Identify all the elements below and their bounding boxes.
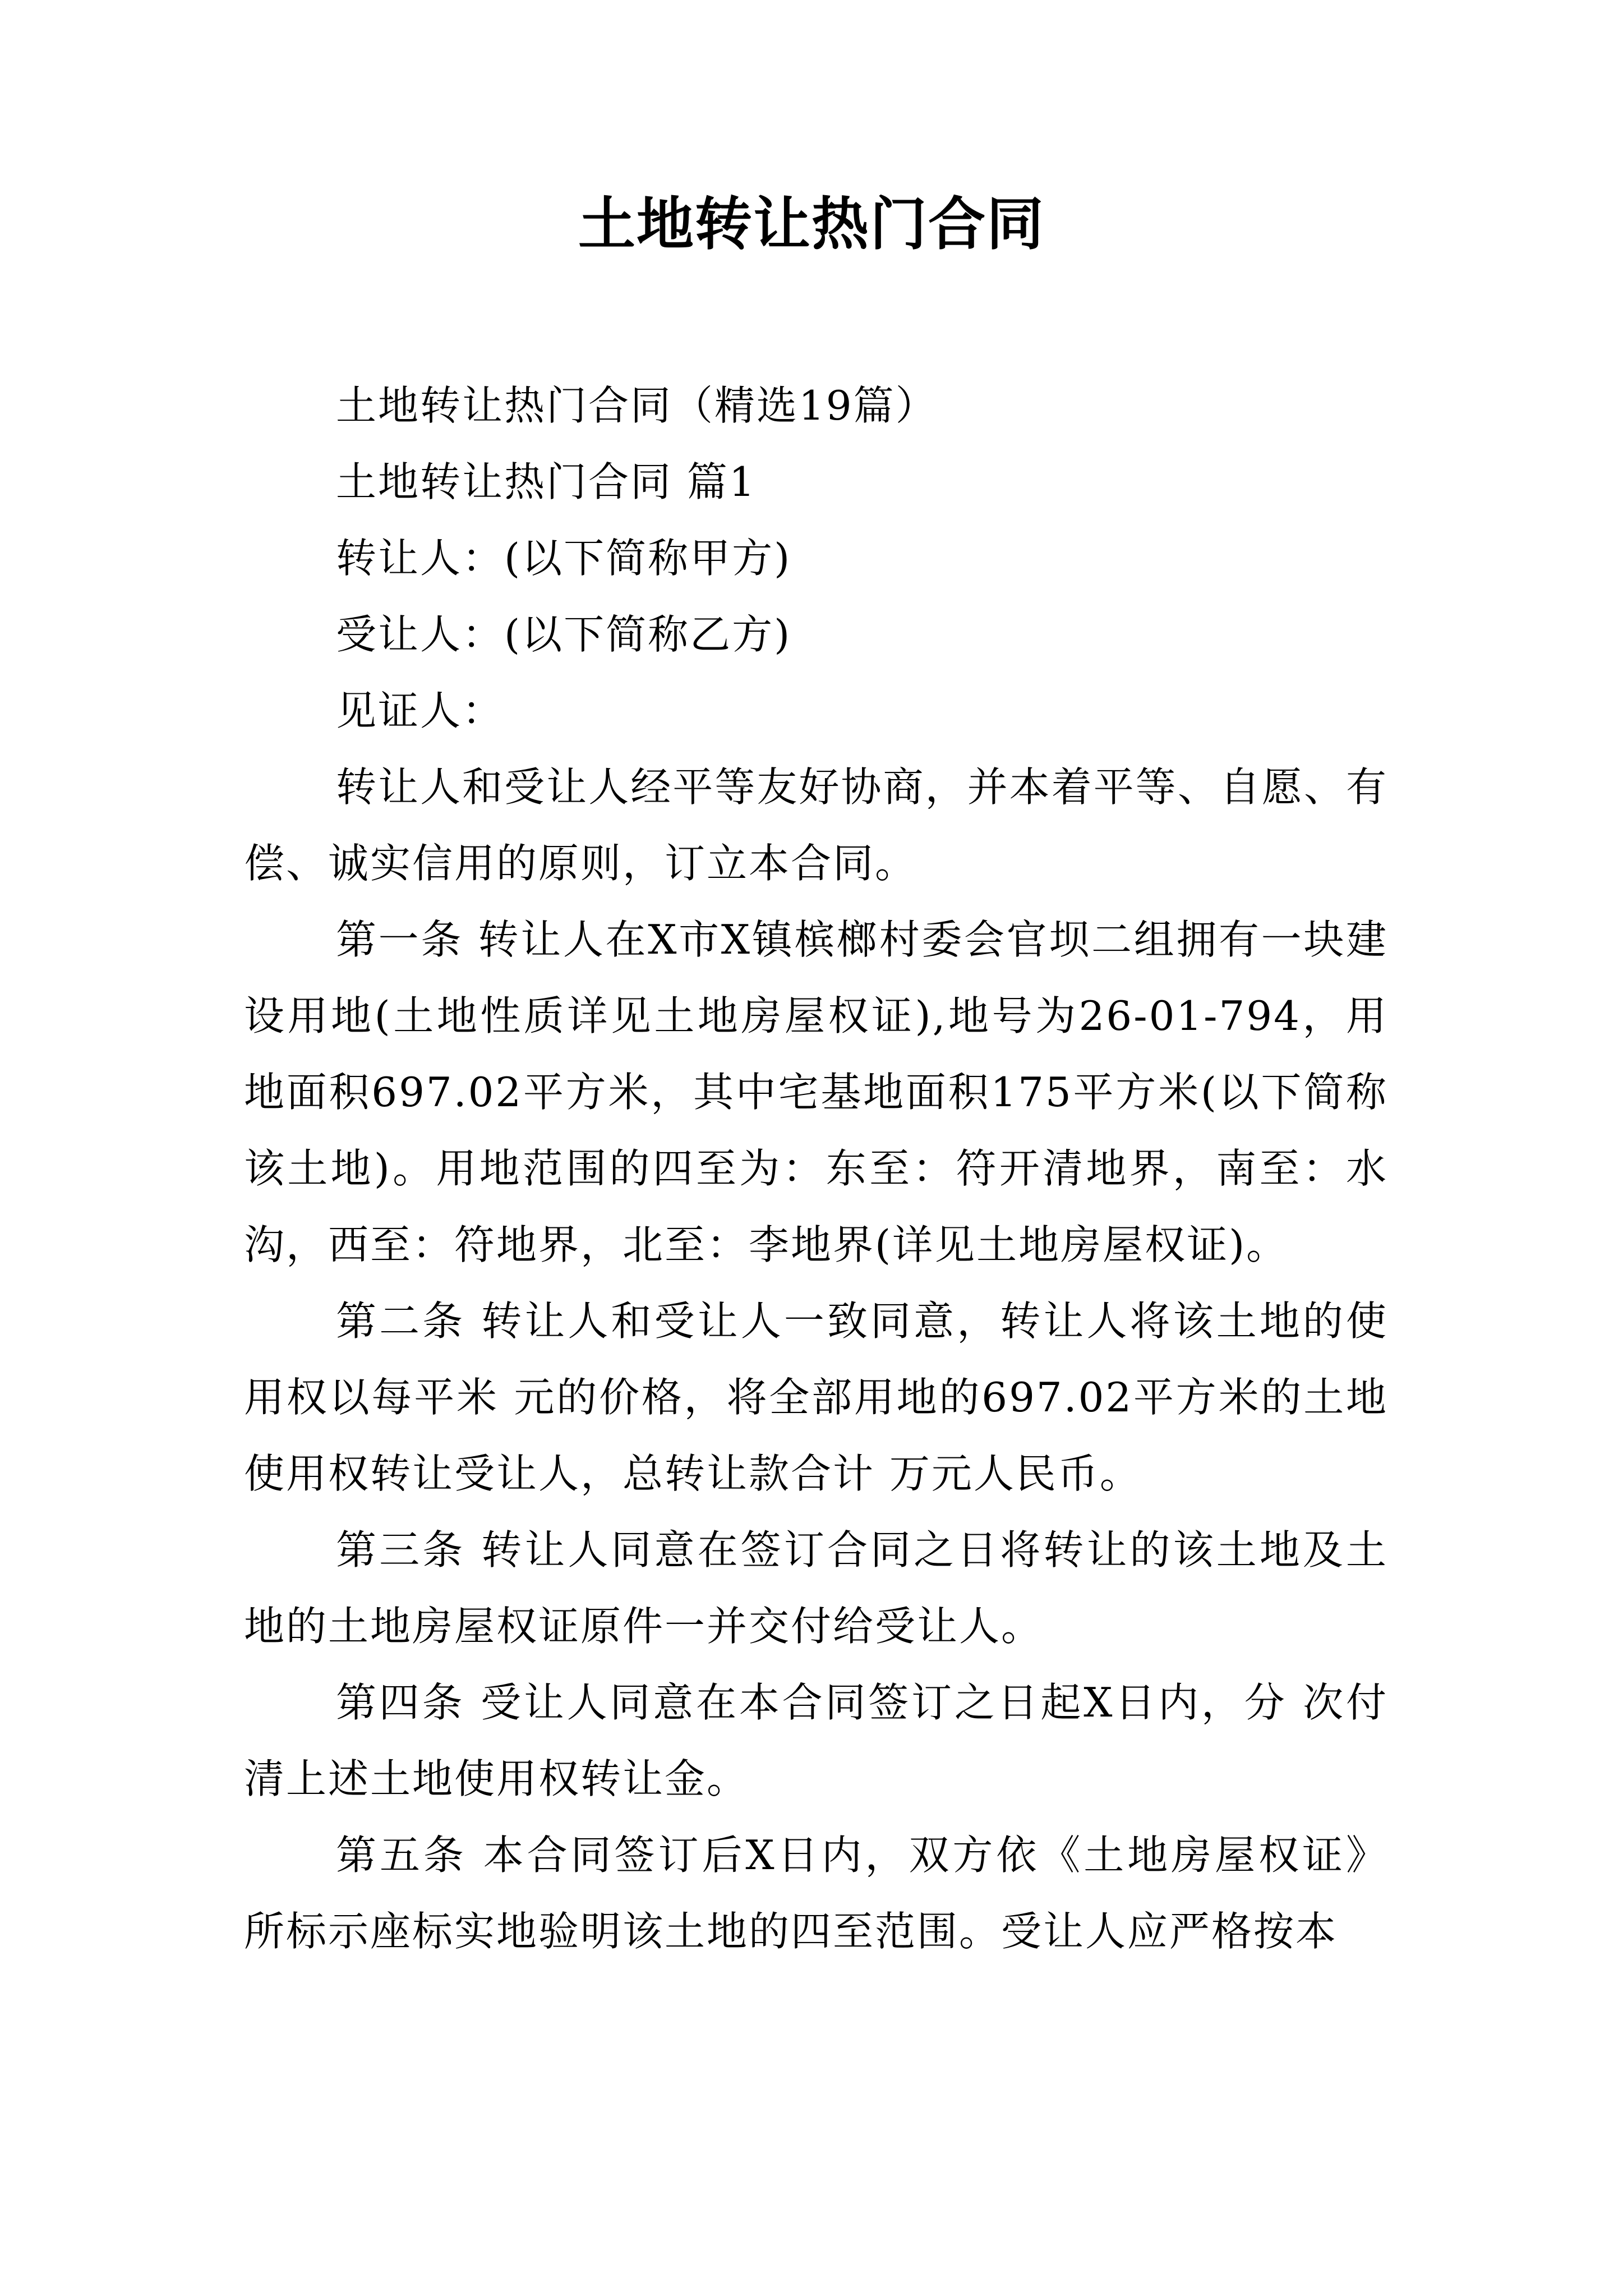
paragraph-article-1: 第一条 转让人在X市X镇槟榔村委会官坝二组拥有一块建设用地(土地性质详见土地房屋权证),地号为26-01-794，用地面积697.02平方米，其中宅基地面积175平方米(以下简称该土地)。用地范围的四至为：东至：符开清地界，南至：水沟，西至：符地界，北至：李地界(详见土地房屋权证)。 xyxy=(244,916,1388,1268)
paragraph-article-2: 第二条 转让人和受让人一致同意，转让人将该土地的使用权以每平米 元的价格，将全部用地的697.02平方米的土地使用权转让受让人，总转让款合计 万元人民币。 xyxy=(244,1297,1388,1497)
paragraph-transferor: 转让人：(以下简称甲方) xyxy=(336,535,792,582)
paragraph-article-4: 第四条 受让人同意在本合同签订之日起X日内，分 次付清上述土地使用权转让金。 xyxy=(244,1679,1388,1802)
paragraph-article-3: 第三条 转让人同意在签订合同之日将转让的该土地及土地的土地房屋权证原件一并交付给受让人。 xyxy=(244,1526,1388,1650)
document-title: 土地转让热门合同 xyxy=(578,191,1045,258)
paragraph-subtitle: 土地转让热门合同（精选19篇） xyxy=(336,382,938,429)
paragraph-section-heading: 土地转让热门合同 篇1 xyxy=(336,458,757,505)
paragraph-preamble: 转让人和受让人经平等友好协商，并本着平等、自愿、有偿、诚实信用的原则，订立本合同。 xyxy=(244,763,1388,887)
document-body xyxy=(244,367,1388,1970)
paragraph-witness: 见证人： xyxy=(336,687,505,734)
paragraph-transferee: 受让人：(以下简称乙方) xyxy=(336,611,792,658)
paragraph-article-5: 第五条 本合同签订后X日内，双方依《土地房屋权证》所标示座标实地验明该土地的四至范围。受让人应严格按本 xyxy=(244,1832,1388,1955)
